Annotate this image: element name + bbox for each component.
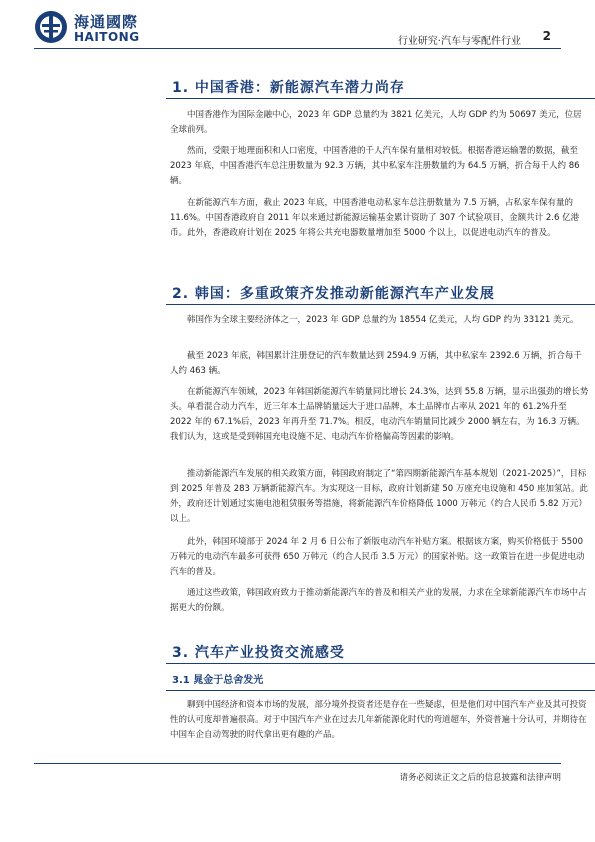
section-2-paragraph-3: 在新能源汽车领域，2023 年韩国新能源汽车销量同比增长 24.3%，达到 55.8 万辆，显示出强劲的增长势头。单看混合动力汽车，近三年本土品牌销量远大于进口品牌，本土品牌市占率从 2021 年的 61.2%升至 2022 年的 67.1%后，2023 年再升至 71.7%。相反，电动汽车销量同比减少 2000 辆左右，为 16.3 万辆。我们认为，这或是受到韩国充电设施不足、电动汽车价格偏高等因素的影响。 <box>170 387 589 442</box>
logo-text-cn: 海通國際 <box>74 13 139 31</box>
section-3-title: 3. 汽车产业投资交流感受 <box>172 645 345 661</box>
section-2-paragraph-5: 此外，韩国环境部于 2024 年 2 月 6 日公布了新版电动汽车补贴方案。根据该方案，购买价格低于 5500 万韩元的电动汽车最多可获得 650 万韩元（约合人民币 3.5 万元）的国家补贴。这一政策旨在进一步促进电动汽车的普及。 <box>170 537 585 577</box>
logo-text-en: HAITONG <box>74 30 140 44</box>
haitong-logo-icon <box>34 10 68 44</box>
section-2-paragraph-4: 推动新能源汽车发展的相关政策方面，韩国政府制定了“第四期新能源汽车基本规划（2021-2025）”，目标到 2025 年普及 283 万辆新能源汽车。为实现这一目标，政府计划新建 50 万座充电设施和 450 座加氢站。此外，政府还计划通过实施电池租赁服务等措施，将新能源汽车价格降低 1000 万韩元（约合人民币 5.82 万元）以上。 <box>170 469 589 524</box>
section-2-paragraph-2: 截至 2023 年底，韩国累计注册登记的汽车数量达到 2594.9 万辆，其中私家车 2392.6 万辆，折合每千人约 463 辆。 <box>170 351 582 376</box>
section-2-paragraph-1: 韩国作为全球主要经济体之一，2023 年 GDP 总量约为 18554 亿美元，人均 GDP 约为 33121 美元。 <box>187 315 579 325</box>
report-category: 行业研究·汽车与零配件行业 <box>397 36 521 47</box>
section-1-divider <box>166 98 595 99</box>
section-2-paragraph-6: 通过这些政策，韩国政府致力于推动新能源汽车的普及和相关产业的发展，力求在全球新能源汽车市场中占据更大的份额。 <box>170 588 587 613</box>
section-1-paragraph-3: 在新能源汽车方面，截止 2023 年底，中国香港电动私家车总注册数量为 7.5 万辆，占私家车保有量的 11.6%。中国香港政府自 2011 年以来通过新能源运输基金累计资助了 307 个试验项目，金额共计 2.6 亿港币。此外，香港政府计划在 2025 年将公共充电器数量增加至 5000 个以上，以促进电动汽车的普及。 <box>170 198 580 238</box>
subsection-divider <box>166 690 595 691</box>
section-1-paragraph-1: 中国香港作为国际金融中心，2023 年 GDP 总量约为 3821 亿美元，人均 GDP 约为 50697 美元，位居全球前列。 <box>170 110 582 135</box>
footer-divider <box>34 763 561 764</box>
section-1-title: 1. 中国香港：新能源汽车潜力尚存 <box>172 80 405 96</box>
section-1-paragraph-2: 然而，受限于地理面积和人口密度，中国香港的千人汽车保有量相对较低。根据香港运输署的数据，截至 2023 年底，中国香港汽车总注册数量为 92.3 万辆，其中私家车注册数量约为 64.5 万辆，折合每千人约 86 辆。 <box>170 146 580 186</box>
page-number: 2 <box>542 29 551 43</box>
section-2-title: 2. 韩国：多重政策齐发推动新能源汽车产业发展 <box>172 286 495 302</box>
section-3-divider <box>166 663 595 664</box>
section-3-paragraph-1: 聊到中国经济和资本市场的发展，部分境外投资者还是存在一些疑虑，但是他们对中国汽车产业及其可投资性的认可度却普遍很高。对于中国汽车产业在过去几年新能源化时代的弯道超车，外资普遍十分认可，并期待在中国车企自动驾驶的时代拿出更有趣的产品。 <box>170 700 587 740</box>
page-header <box>0 0 595 54</box>
footer-disclaimer: 请务必阅读正文之后的信息披露和法律声明 <box>399 773 561 783</box>
section-2-divider <box>166 304 595 305</box>
header-divider <box>34 48 561 49</box>
subsection-3-1-title: 3.1 晁金于总舍发光 <box>172 675 264 686</box>
